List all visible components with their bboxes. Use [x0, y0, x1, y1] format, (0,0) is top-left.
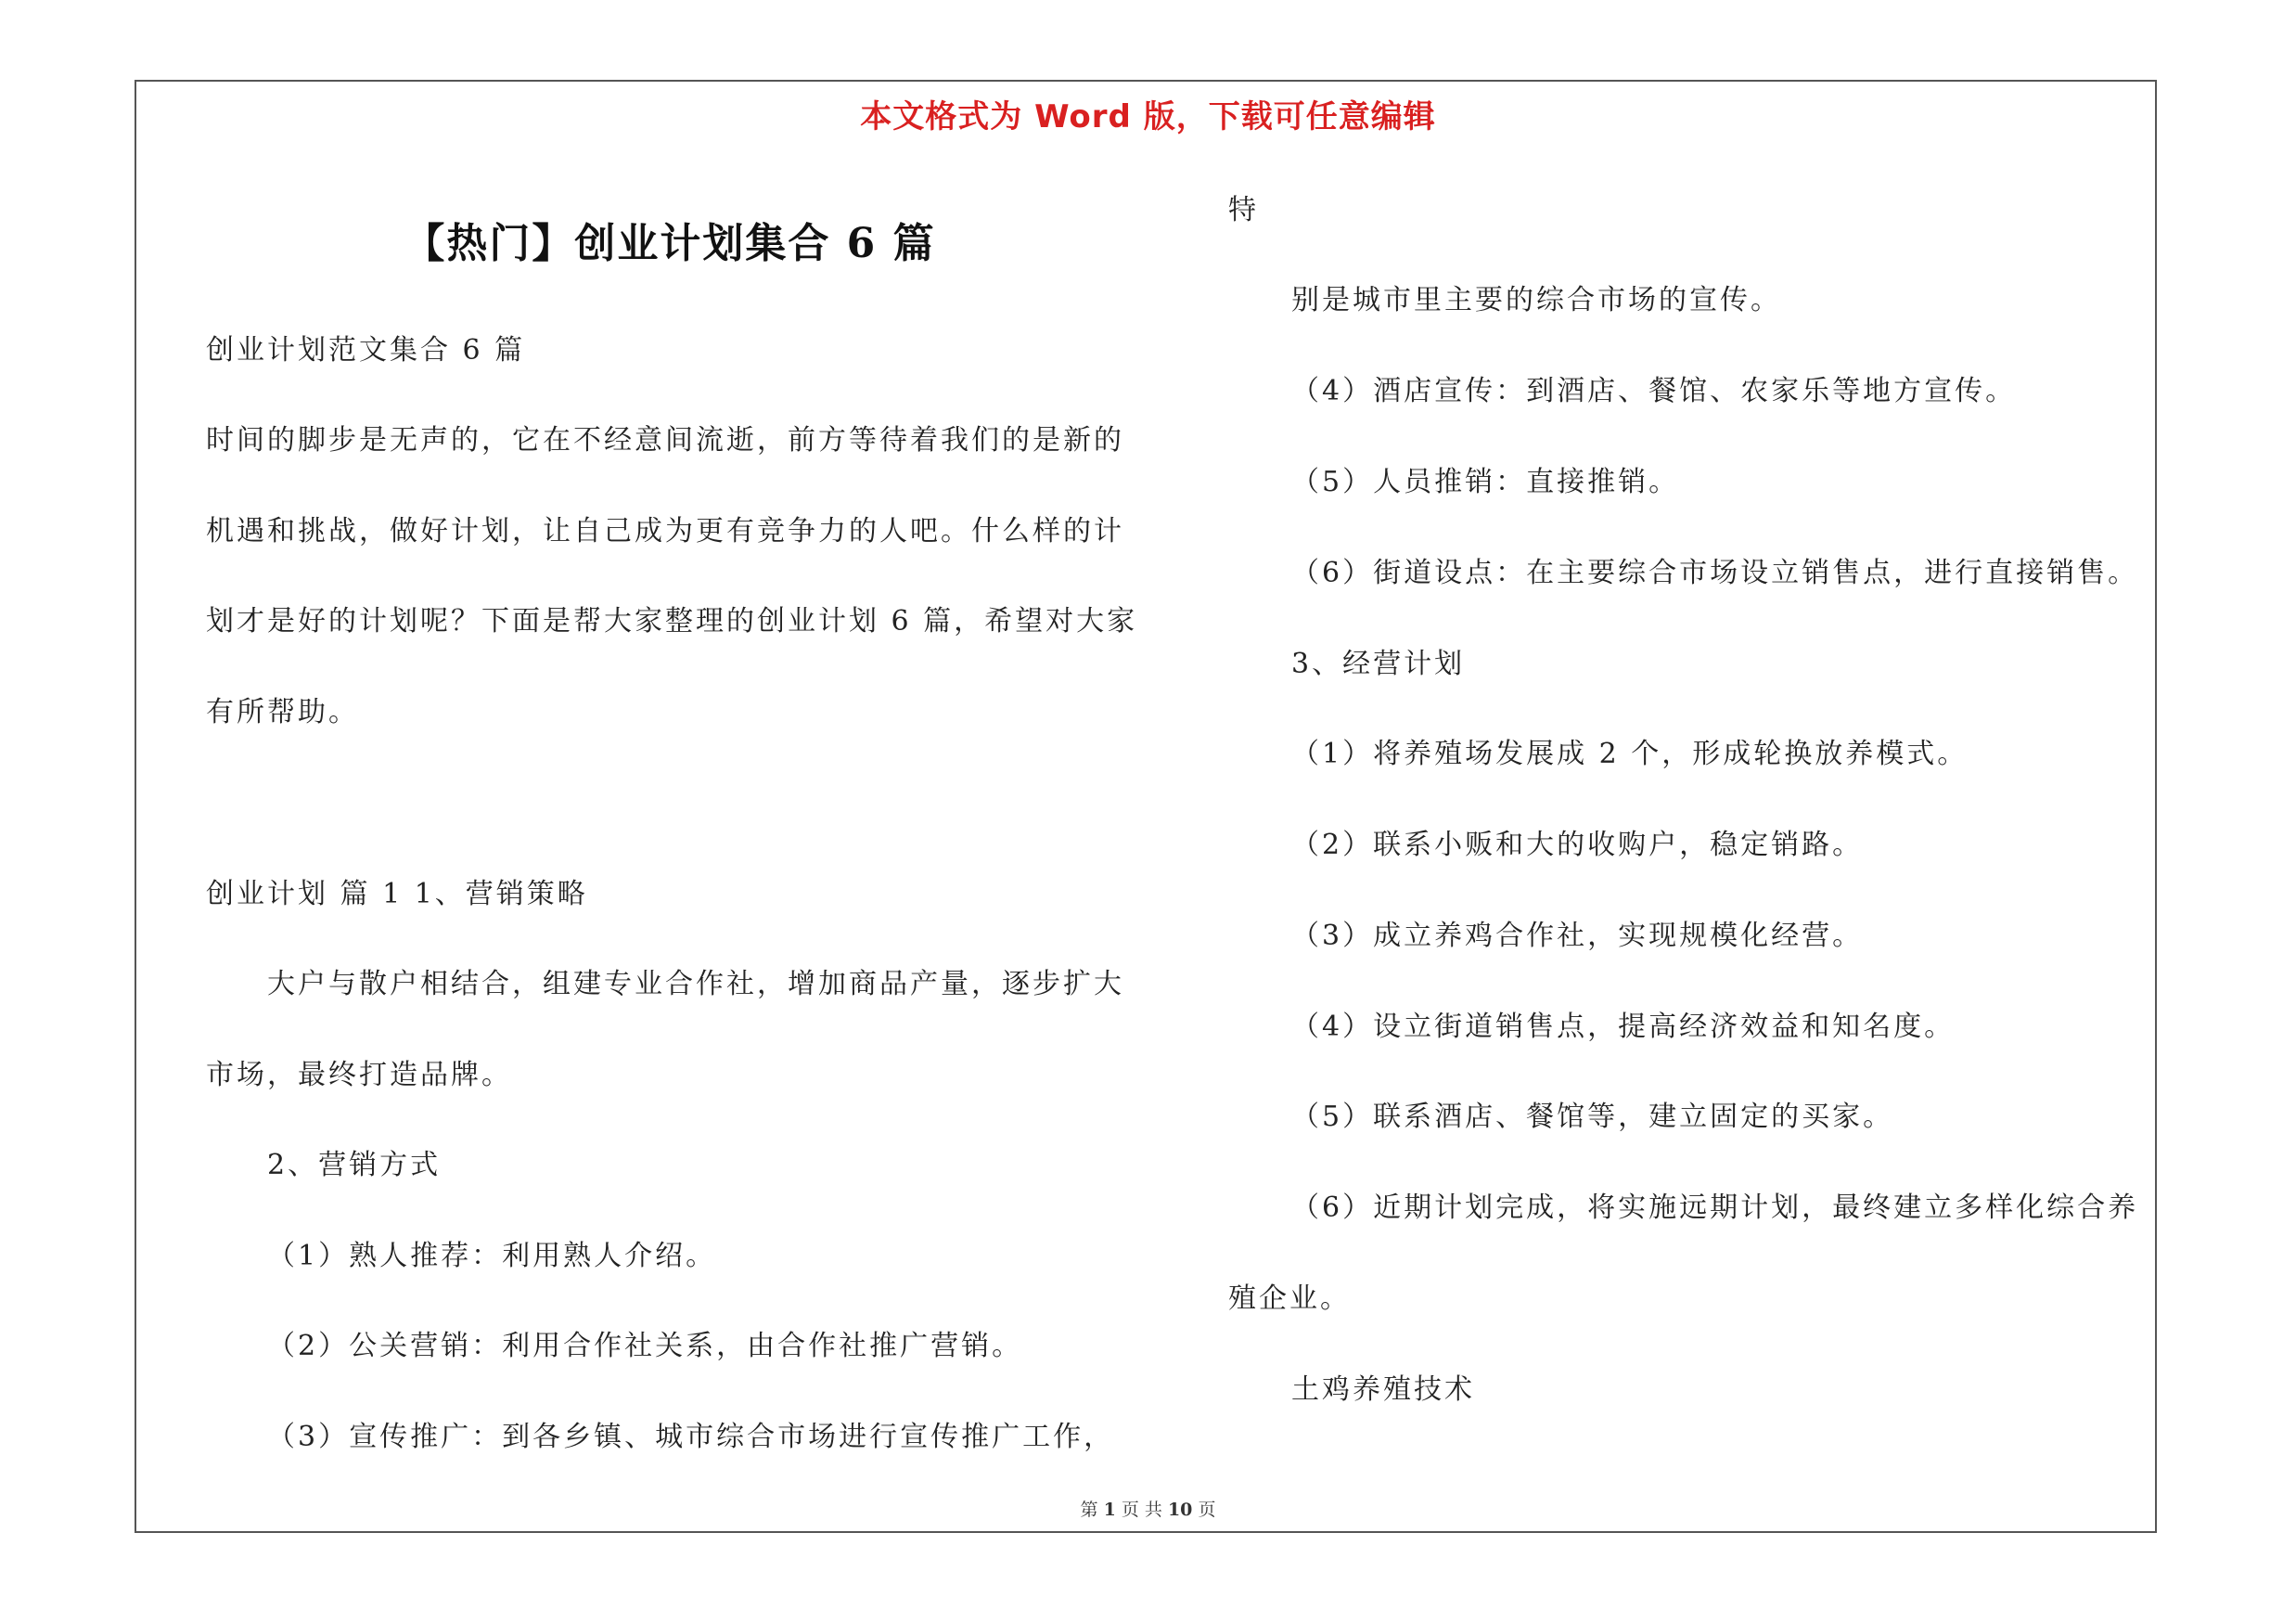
list-item: （2）联系小贩和大的收购户，稳定销路。 — [1291, 829, 1864, 861]
list-item: （1）将养殖场发展成 2 个，形成轮换放养模式。 — [1291, 738, 1969, 770]
paragraph-line: 划才是好的计划呢？下面是帮大家整理的创业计划 6 篇，希望对大家 — [206, 605, 1138, 638]
list-item: （4）酒店宣传：到酒店、餐馆、农家乐等地方宣传。 — [1291, 375, 2017, 407]
paragraph-line: 别是城市里主要的综合市场的宣传。 — [1291, 284, 1781, 316]
page-number-footer — [0, 1496, 2296, 1521]
subsection-heading: 土鸡养殖技术 — [1291, 1373, 1475, 1406]
editable-notice-banner: 本文格式为 Word 版，下载可任意编辑 — [860, 98, 1436, 135]
total-page-count: 10 — [1167, 1500, 1193, 1520]
paragraph-line: 特 — [1228, 194, 1259, 226]
document-title: 【热门】创业计划集合 6 篇 — [404, 220, 936, 267]
list-item: （4）设立街道销售点，提高经济效益和知名度。 — [1291, 1011, 1956, 1043]
list-item: （3）成立养鸡合作社，实现规模化经营。 — [1291, 920, 1864, 952]
paragraph-line: 市场，最终打造品牌。 — [206, 1059, 512, 1091]
list-item: （1）熟人推荐：利用熟人介绍。 — [267, 1240, 717, 1272]
footer-prefix: 第 — [1080, 1500, 1098, 1520]
footer-suffix: 页 — [1198, 1500, 1216, 1520]
footer-mid: 页 共 — [1121, 1500, 1162, 1520]
paragraph-line: 殖企业。 — [1228, 1282, 1351, 1315]
list-item: （5）人员推销：直接推销。 — [1291, 466, 1680, 498]
section-heading: 创业计划 篇 1 1、营销策略 — [206, 878, 588, 910]
subtitle-line: 创业计划范文集合 6 篇 — [206, 334, 526, 367]
subsection-heading: 2、营销方式 — [267, 1149, 442, 1181]
list-item: （5）联系酒店、餐馆等，建立固定的买家。 — [1291, 1101, 1894, 1133]
list-item: （6）街道设点：在主要综合市场设立销售点，进行直接销售。 — [1291, 557, 2139, 589]
current-page-number: 1 — [1103, 1500, 1116, 1520]
page-frame — [135, 80, 2157, 1533]
list-item: （6）近期计划完成，将实施远期计划，最终建立多样化综合养 — [1291, 1191, 2139, 1224]
list-item: （2）公关营销：利用合作社关系，由合作社推广营销。 — [267, 1330, 1023, 1362]
paragraph-line: 大户与散户相结合，组建专业合作社，增加商品产量，逐步扩大 — [267, 968, 1124, 1000]
paragraph-line: 时间的脚步是无声的，它在不经意间流逝，前方等待着我们的是新的 — [206, 424, 1124, 457]
paragraph-line: 机遇和挑战，做好计划，让自己成为更有竞争力的人吧。什么样的计 — [206, 515, 1124, 547]
subsection-heading: 3、经营计划 — [1291, 648, 1466, 680]
paragraph-line: 有所帮助。 — [206, 696, 359, 728]
list-item: （3）宣传推广：到各乡镇、城市综合市场进行宣传推广工作， — [267, 1421, 1115, 1453]
